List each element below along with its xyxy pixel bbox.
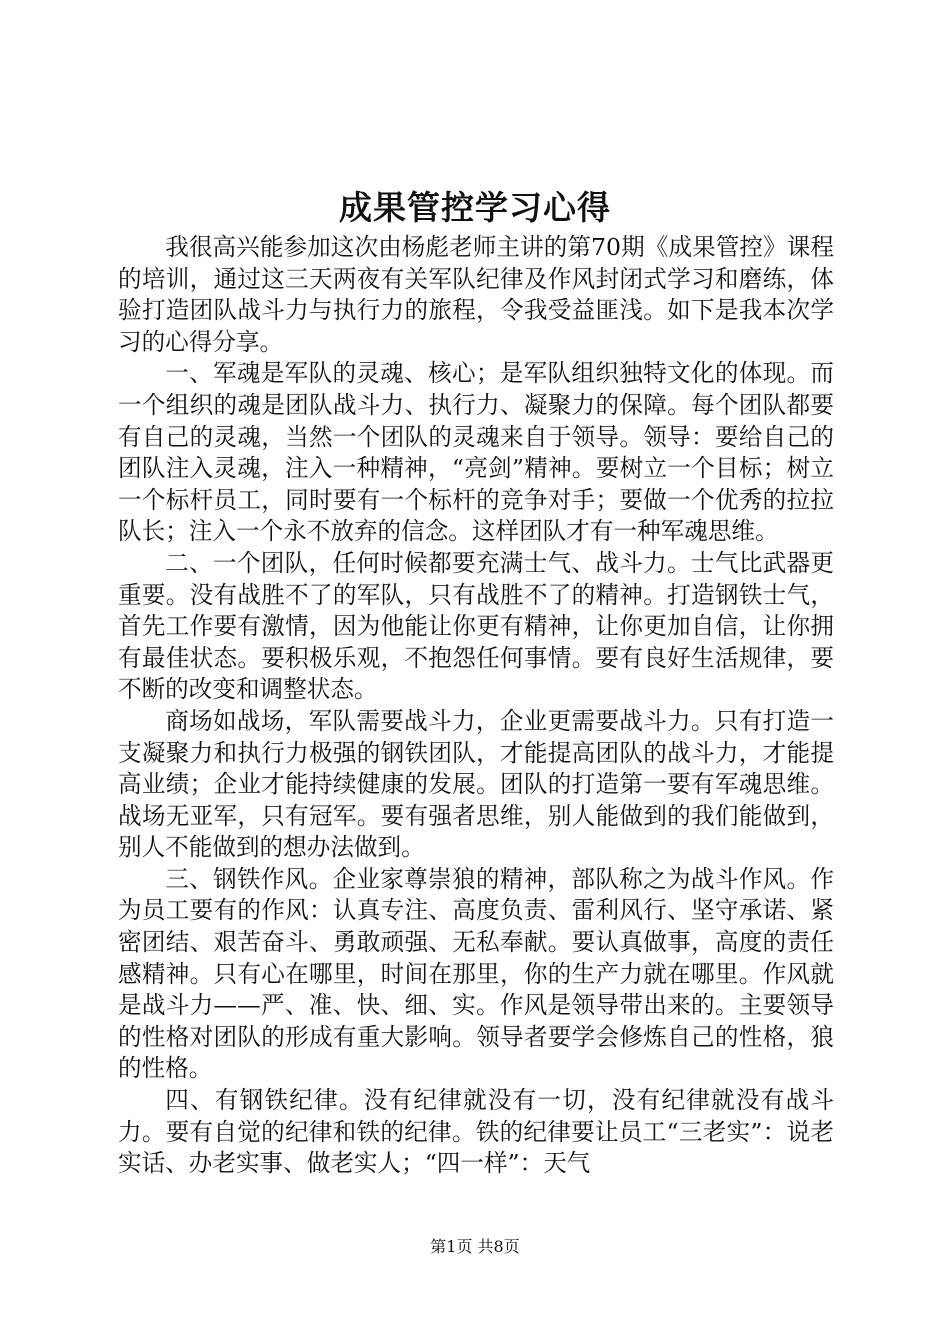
paragraph-section-4: 四、有钢铁纪律。没有纪律就没有一切，没有纪律就没有战斗力。要有自觉的纪律和铁的纪律。铁的纪律要让员工“三老实”：说老实话、办老实事、做老实人；“四一样”：天气 xyxy=(118,1086,834,1178)
paragraph-section-2-cont: 商场如战场，军队需要战斗力，企业更需要战斗力。只有打造一支凝聚力和执行力极强的钢铁团队，才能提高团队的战斗力，才能提高业绩；企业才能持续健康的发展。团队的打造第一要有军魂思维。战场无亚军，只有冠军。要有强者思维，别人能做到的我们能做到，别人不能做到的想办法做到。 xyxy=(118,706,834,862)
paragraph-section-2: 二、一个团队，任何时候都要充满士气、战斗力。士气比武器更重要。没有战胜不了的军队，只有战胜不了的精神。打造钢铁士气，首先工作要有激情，因为他能让你更有精神，让你更加自信，让你拥有最佳状态。要积极乐观，不抱怨任何事情。要有良好生活规律，要不断的改变和调整状态。 xyxy=(118,548,834,704)
paragraph-section-1: 一、军魂是军队的灵魂、核心；是军队组织独特文化的体现。而一个组织的魂是团队战斗力、执行力、凝聚力的保障。每个团队都要有自己的灵魂，当然一个团队的灵魂来自于领导。领导：要给自己的团队注入灵魂，注入一种精神，“亮剑”精神。要树立一个目标；树立一个标杆员工，同时要有一个标杆的竞争对手；要做一个优秀的拉拉队长；注入一个永不放弃的信念。这样团队才有一种军魂思维。 xyxy=(118,359,834,546)
document-body xyxy=(118,232,834,1180)
paragraph-section-3: 三、钢铁作风。企业家尊崇狼的精神，部队称之为战斗作风。作为员工要有的作风：认真专注、高度负责、雷利风行、坚守承诺、紧密团结、艰苦奋斗、勇敢顽强、无私奉献。要认真做事，高度的责任感精神。只有心在哪里，时间在那里，你的生产力就在哪里。作风就是战斗力——严、准、快、细、实。作风是领导带出来的。主要领导的性格对团队的形成有重大影响。领导者要学会修炼自己的性格，狼的性格。 xyxy=(118,864,834,1083)
page-footer: 第1页 共8页 xyxy=(430,1237,520,1256)
document-title: 成果管控学习心得 xyxy=(339,188,611,227)
paragraph-intro: 我很高兴能参加这次由杨彪老师主讲的第70期《成果管控》课程的培训，通过这三天两夜有关军队纪律及作风封闭式学习和磨练，体验打造团队战斗力与执行力的旅程，令我受益匪浅。如下是我本次学习的心得分享。 xyxy=(118,233,834,356)
